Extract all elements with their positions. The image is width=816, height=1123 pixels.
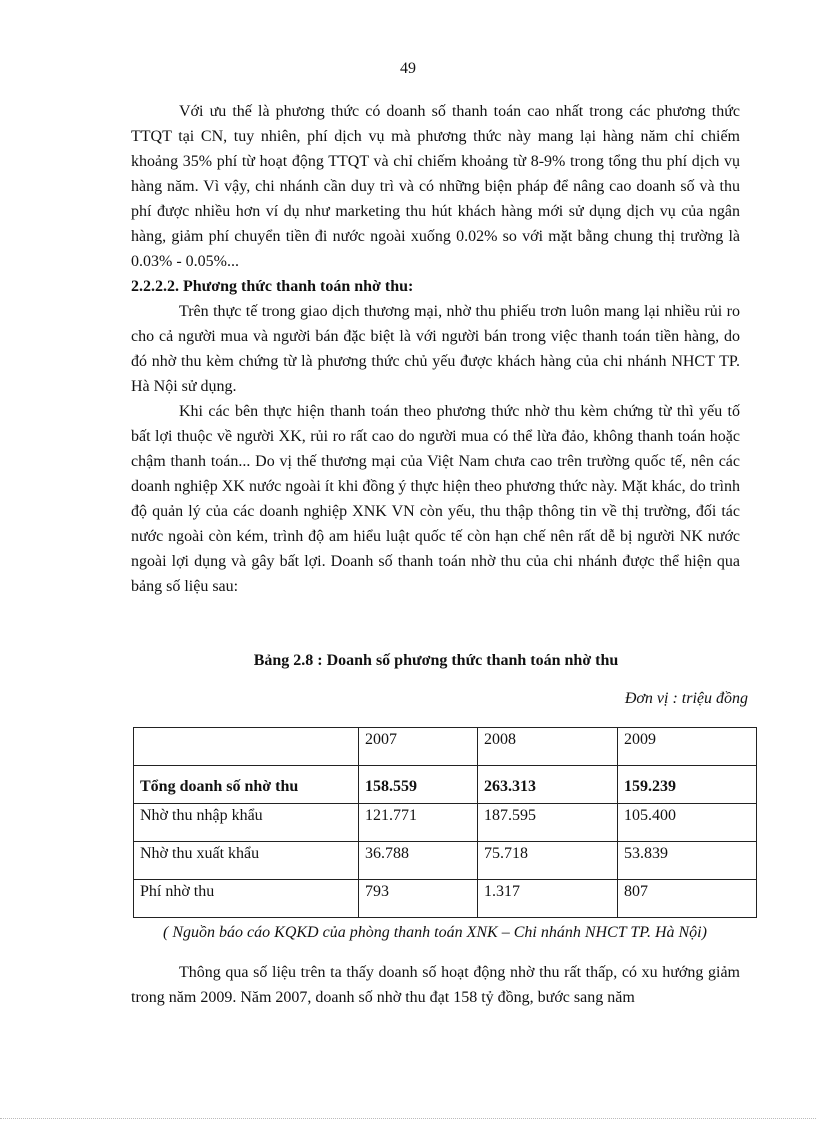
- table-cell: 121.771: [359, 804, 478, 842]
- table-row: [134, 842, 757, 880]
- table-header-cell: 2009: [618, 728, 757, 766]
- table-header-cell: 2007: [359, 728, 478, 766]
- collection-revenue-table: [133, 727, 757, 918]
- table-cell: 53.839: [618, 842, 757, 880]
- paragraph-documentary-collection: Khi các bên thực hiện thanh toán theo phương thức nhờ thu kèm chứng từ thì yếu tố bất lợi thuộc về người XK, rủi ro rất cao do người mua có thể lừa đảo, không thanh toán hoặc chậm thanh toán... Do vị thế thương mại của Việt Nam chưa cao trên trường quốc tế, nên các doanh nghiệp XK nước ngoài ít khi đồng ý thực hiện theo phương thức này. Mặt khác, do trình độ quản lý của các doanh nghiệp XNK VN còn yếu, thu thập thông tin về thị trường, đối tác nước ngoài còn kém, trình độ am hiểu luật quốc tế còn hạn chế nên rất dễ bị người NK nước ngoài lợi dụng và gây bất lợi. Doanh số thanh toán nhờ thu của chi nhánh được thể hiện qua bảng số liệu sau:: [131, 403, 740, 595]
- page-bottom-rule: [0, 1118, 816, 1120]
- table-row: [134, 766, 757, 804]
- table-unit: Đơn vị : triệu đồng: [624, 690, 748, 707]
- table-source-note: ( Nguồn báo cáo KQKD của phòng thanh toán XNK – Chi nhánh NHCT TP. Hà Nội): [163, 924, 707, 941]
- table-cell: Nhờ thu xuất khẩu: [134, 842, 359, 880]
- paragraph-analysis: Thông qua số liệu trên ta thấy doanh số hoạt động nhờ thu rất thấp, có xu hướng giảm trong năm 2009. Năm 2007, doanh số nhờ thu đạt 158 tỷ đồng, bước sang năm: [131, 964, 740, 1006]
- table-cell: 105.400: [618, 804, 757, 842]
- table-cell: 158.559: [359, 766, 478, 804]
- table-cell: 263.313: [478, 766, 618, 804]
- table-row: [134, 804, 757, 842]
- table-cell: 159.239: [618, 766, 757, 804]
- paragraph-advantage: Với ưu thế là phương thức có doanh số thanh toán cao nhất trong các phương thức TTQT tại CN, tuy nhiên, phí dịch vụ mà phương thức này mang lại hàng năm chỉ chiếm khoảng 35% phí từ hoạt động TTQT và chỉ chiếm khoảng từ 8-9% trong tổng thu phí dịch vụ hàng năm. Vì vậy, chi nhánh cần duy trì và có những biện pháp để nâng cao doanh số và thu phí được nhiều hơn ví dụ như marketing thu hút khách hàng mới sử dụng dịch vụ của ngân hàng, giảm phí chuyển tiền đi nước ngoài xuống 0.02% so với mặt bằng chung thị trường là 0.03% - 0.05%...: [131, 103, 740, 270]
- table-cell: 793: [359, 880, 478, 918]
- table-cell: Nhờ thu nhập khẩu: [134, 804, 359, 842]
- paragraph-collection-risk: Trên thực tế trong giao dịch thương mại, nhờ thu phiếu trơn luôn mang lại nhiều rủi ro cho cả người mua và người bán đặc biệt là với người bán trong việc thanh toán tiền hàng, do đó nhờ thu kèm chứng từ là phương thức chủ yếu được khách hàng của chi nhánh NHCT TP. Hà Nội sử dụng.: [131, 303, 740, 395]
- closing-text: [131, 960, 740, 1010]
- table-cell: Phí nhờ thu: [134, 880, 359, 918]
- table-caption: Bảng 2.8 : Doanh số phương thức thanh toán nhờ thu: [253, 652, 619, 669]
- table-row: [134, 880, 757, 918]
- table-header-cell: 2008: [478, 728, 618, 766]
- body-text: [131, 99, 740, 599]
- table-header-cell: [134, 728, 359, 766]
- table-cell: 36.788: [359, 842, 478, 880]
- table-cell: 807: [618, 880, 757, 918]
- table-cell: 75.718: [478, 842, 618, 880]
- table-header-row: [134, 728, 757, 766]
- section-heading: 2.2.2.2. Phương thức thanh toán nhờ thu:: [131, 278, 414, 295]
- table-cell: Tổng doanh số nhờ thu: [134, 766, 359, 804]
- table-cell: 1.317: [478, 880, 618, 918]
- table-cell: 187.595: [478, 804, 618, 842]
- page-number: 49: [400, 60, 416, 77]
